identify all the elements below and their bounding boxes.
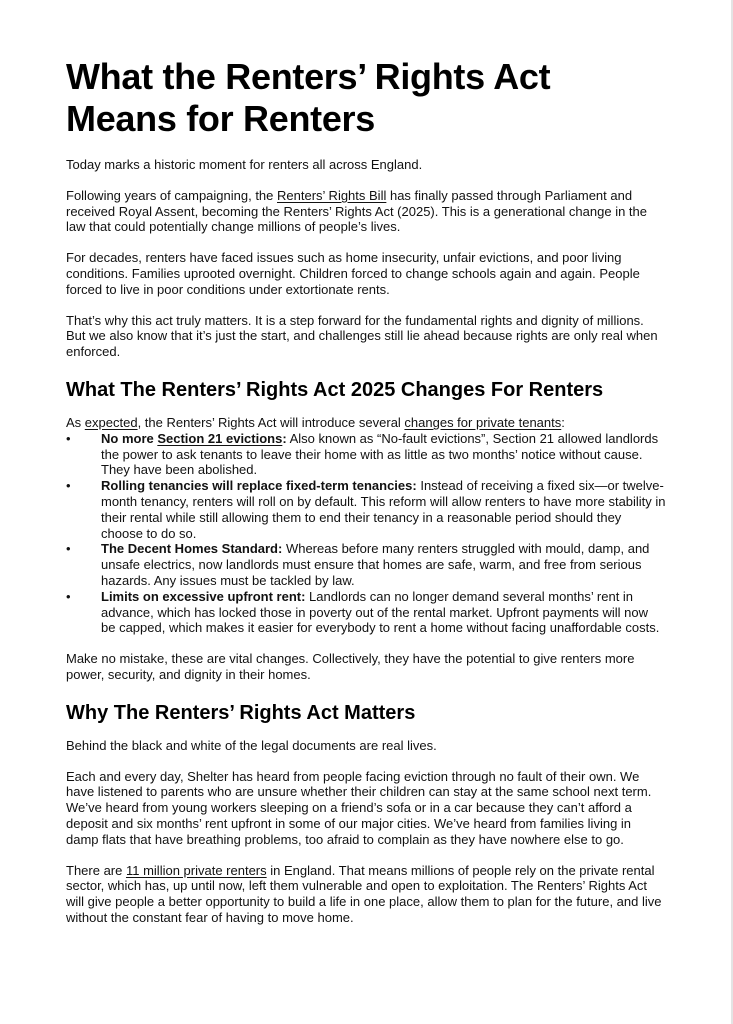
page-title: What the Renters’ Rights Act Means for Renters [66,56,551,139]
private-renters-before: There are [66,862,126,878]
why-matters-paragraph: That’s why this act truly matters. It is a step forward for the fundamental rights and dignity of millions. But we also know that it’s just the start, and challenges still lie ahead because rights are only real when enforced. [66,312,658,360]
real-lives-paragraph: Behind the black and white of the legal documents are real lives. [66,737,437,753]
section-21-evictions-link[interactable]: Section 21 evictions [157,430,283,446]
list-item-upfront-rent [66,589,666,636]
shelter-stories-paragraph: Each and every day, Shelter has heard from people facing eviction through no fault of their own. We have listened to parents who are unsure whether their children can stay at the same school next term. We’ve heard from young workers sleeping on a friend’s sofa or in a car because they can’t afford a deposit and six months’ rent upfront in some of our major cities. We’ve heard from families living in damp flats that have breathing problems, too afraid to complain as they have nowhere else to go. [66,768,652,847]
list-item-lead [101,431,287,446]
decades-paragraph: For decades, renters have faced issues such as home insecurity, unfair evictions, and poor living conditions. Families uprooted overnight. Children forced to change schools again and again. People forced to live in poor conditions under extortionate rents. [66,250,640,297]
bullet-icon: • [66,430,71,446]
list-item-text: Also known as “No-fault evictions”, Section 21 allowed landlords the power to ask tenants to leave their home with as little as two months’ notice without cause. They have been abolished. [101,430,659,478]
renters-rights-bill-link[interactable]: Renters’ Rights Bill [277,187,387,203]
list-item-lead: Limits on excessive upfront rent: [101,588,306,604]
expected-link[interactable]: expected [84,414,138,430]
private-renters-paragraph [66,863,666,926]
list-item-lead-before: No more [101,430,158,446]
list-item-decent-homes [66,541,666,588]
changes-for-private-tenants-link[interactable]: changes for private tenants [404,414,562,430]
campaign-text-before: Following years of campaigning, the [66,187,278,203]
list-item-lead: The Decent Homes Standard: [101,541,283,557]
bullet-icon: • [66,588,71,604]
list-item-text: Instead of receiving a fixed six—or twelve-month tenancy, renters will roll on by default. This reform will allow renters to have more stability in their rental while still allowing them to end their tenancy in a reasonable period should they choose to do so. [101,478,666,541]
changes-intro-before: As [66,414,85,430]
section-heading-changes: What The Renters’ Rights Act 2025 Changes For Renters [66,378,604,401]
intro-paragraph: Today marks a historic moment for renters all across England. [66,157,423,172]
changes-intro-paragraph [66,415,666,431]
list-item-section-21 [66,431,666,478]
article [66,56,666,926]
bullet-icon: • [66,541,71,557]
private-renters-after: in England. That means millions of people rely on the private rental sector, which has, up until now, left them vulnerable and open to exploitation. The Renters’ Rights Act will give people a better opportunity to build a life in one place, allow them to plan for the future, and live without the constant fear of having to move home. [66,862,662,925]
eleven-million-private-renters-link[interactable]: 11 million private renters [125,862,267,878]
list-item-text: Whereas before many renters struggled with mould, damp, and unsafe electrics, now landlords must ensure that homes are safe, warm, and free from serious hazards. Any issues must be tackled by law. [101,541,650,588]
bullet-icon: • [66,478,71,494]
campaign-paragraph [66,188,666,235]
section-heading-why-matters: Why The Renters’ Rights Act Matters [66,701,416,724]
list-item-rolling-tenancies [66,478,666,541]
changes-intro-middle: , the Renters’ Rights Act will introduce several [137,414,405,430]
list-item-lead-after: : [282,430,287,446]
changes-intro-after: : [561,414,565,430]
changes-list [66,431,666,636]
changes-closing-paragraph: Make no mistake, these are vital changes. Collectively, they have the potential to give renters more power, security, and dignity in their homes. [66,651,635,682]
campaign-text-after: has finally passed through Parliament and received Royal Assent, becoming the Renters’ Rights Act (2025). This is a generational change in the law that could potentially change millions of people’s lives. [66,187,647,235]
list-item-text: Landlords can no longer demand several months’ rent in advance, which has locked those in poverty out of the rental market. Upfront payments will now be capped, which makes it easier for everybody to rent a home without facing unaffordable costs. [101,588,660,636]
list-item-lead: Rolling tenancies will replace fixed-term tenancies: [101,478,417,494]
